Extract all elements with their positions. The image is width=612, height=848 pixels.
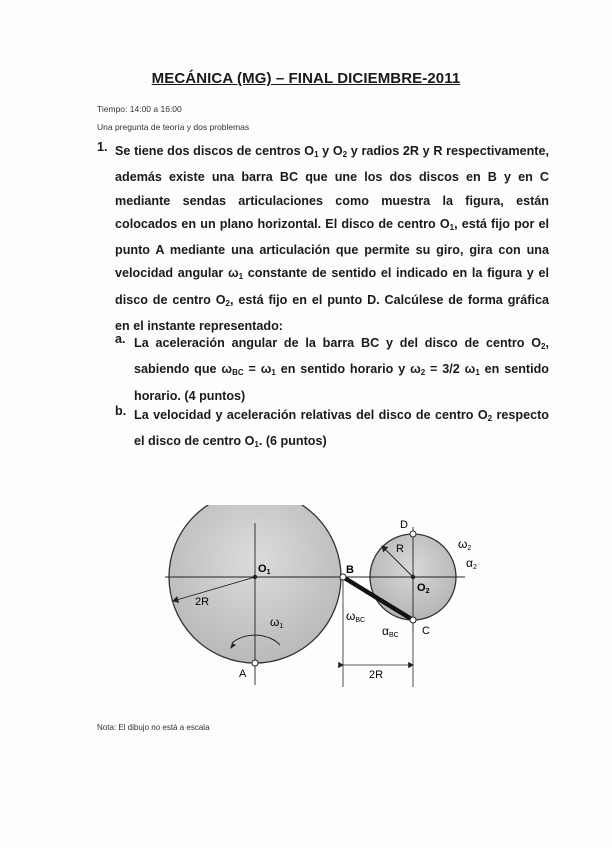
- label-2r-radius: 2R: [195, 596, 210, 608]
- label-b: B: [346, 564, 354, 576]
- center-o2: [411, 575, 415, 579]
- label-d: D: [400, 519, 408, 531]
- part-a-letter: a.: [115, 332, 126, 346]
- footnote: Nota: El dibujo no está a escala: [97, 723, 210, 732]
- joint-c: [410, 617, 416, 623]
- problem-number: 1.: [97, 140, 108, 154]
- exam-time: Tiempo: 14:00 a 16:00: [97, 104, 182, 114]
- label-o1: O1: [258, 563, 271, 576]
- part-b-letter: b.: [115, 404, 127, 418]
- exam-structure: Una pregunta de teoría y dos problemas: [97, 122, 250, 132]
- label-omega1: ω1: [270, 615, 284, 630]
- joint-a: [252, 660, 258, 666]
- part-b-statement: La velocidad y aceleración relativas del disco de centro $O_2$ respecto el disco de centro $O_1$. (6 puntos): [134, 408, 549, 450]
- label-o2: O2: [417, 582, 430, 595]
- problem-statement: Se tiene dos discos de centros $O_1$ y $O_2$ y radios 2R y R respectivamente, además existe una barra BC que une los dos discos en B y en C mediante sendas articulaciones como muestra la figura, están colocados en un plano horizontal. El disco de centro $O_1$, está fijo por el punto A mediante una articulación que permite su giro, gira con una velocidad angular $\omega_1$ constante de sentido el indicado en la figura y el disco de centro $O_2$, está fijo en el punto D. Calcúlese de forma gráfica en el instante representado:: [115, 144, 550, 334]
- part-a-statement: La aceleración angular de la barra BC y del disco de centro $O_2$, sabiendo que $\omega_{BC} = \omega_1$ en sentido horario y $\omega_2 = 3/2$ $\omega_1$ en sentido horario. (4 puntos): [134, 336, 549, 403]
- label-r: R: [396, 543, 404, 555]
- label-2r-dimension: 2R: [369, 669, 384, 681]
- joint-d: [410, 531, 416, 537]
- page-title: MECÁNICA (MG) – FINAL DICIEMBRE-2011: [151, 70, 461, 87]
- mechanism-figure: [160, 505, 500, 705]
- label-alpha-bc: αBC: [382, 624, 399, 639]
- center-o1: [253, 575, 257, 579]
- label-a: A: [239, 668, 247, 680]
- label-omega-bc: ωBC: [346, 609, 366, 624]
- label-alpha2: α2: [466, 556, 477, 571]
- label-c: C: [422, 625, 430, 637]
- label-omega2: ω2: [458, 537, 472, 552]
